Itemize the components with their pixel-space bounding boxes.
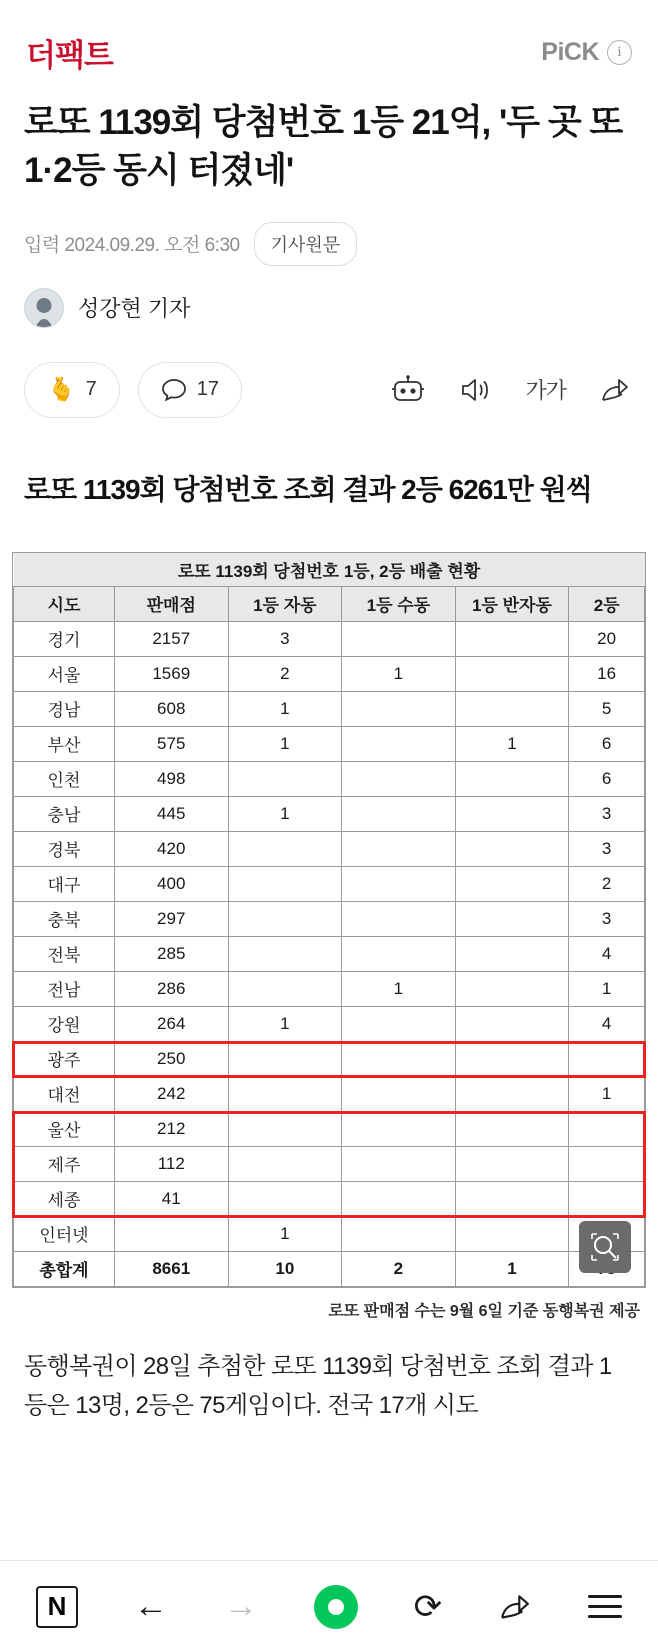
table-cell: [455, 831, 569, 866]
table-cell: 6: [569, 726, 645, 761]
table-cell: [342, 866, 456, 901]
article-tools: [391, 374, 634, 405]
table-cell: [342, 726, 456, 761]
table-cell: 400: [114, 866, 228, 901]
table-cell: 2: [342, 1251, 456, 1286]
table-cell: [455, 621, 569, 656]
refresh-button[interactable]: ⟳: [413, 1587, 443, 1626]
table-cell: [228, 936, 342, 971]
table-cell: [455, 971, 569, 1006]
table-cell: [228, 761, 342, 796]
table-row: [14, 1216, 645, 1251]
table-row: [14, 866, 645, 901]
info-icon[interactable]: i: [607, 40, 632, 65]
table-cell: [342, 936, 456, 971]
table-cell: [342, 621, 456, 656]
table-cell: 264: [114, 1006, 228, 1041]
table-cell: 5: [569, 691, 645, 726]
table-row: [14, 726, 645, 761]
table-cell: 2: [569, 866, 645, 901]
table-cell: [455, 1041, 569, 1076]
table-cell: 4: [569, 1006, 645, 1041]
table-cell: 경북: [14, 831, 115, 866]
table-cell: 1569: [114, 656, 228, 691]
table-cell: [342, 901, 456, 936]
table-cell: 1: [228, 691, 342, 726]
table-cell: 세종: [14, 1181, 115, 1216]
table-cell: 부산: [14, 726, 115, 761]
menu-button[interactable]: [588, 1595, 622, 1618]
table-row: [14, 1251, 645, 1286]
table-cell: 총합계: [14, 1251, 115, 1286]
pick-badge[interactable]: [541, 38, 632, 67]
fade-overlay: [0, 1480, 658, 1560]
table-cell: 1: [569, 1076, 645, 1111]
avatar: [24, 288, 64, 328]
table-cell: 1: [342, 656, 456, 691]
home-button[interactable]: N: [36, 1586, 78, 1628]
pick-label: PiCK: [541, 38, 599, 66]
comment-button[interactable]: [138, 362, 242, 418]
table-cell: 전남: [14, 971, 115, 1006]
table-row: [14, 936, 645, 971]
table-cell: [455, 796, 569, 831]
table-row: [14, 1006, 645, 1041]
table-header-row: [14, 586, 645, 621]
table-cell: 286: [114, 971, 228, 1006]
table-cell: [569, 1041, 645, 1076]
table-cell: [342, 831, 456, 866]
table-cell: 1: [455, 726, 569, 761]
reaction-bar: [24, 362, 634, 418]
table-cell: 경남: [14, 691, 115, 726]
record-button[interactable]: [314, 1585, 358, 1629]
table-row: [14, 831, 645, 866]
table-row: [14, 1041, 645, 1076]
table-cell: [455, 1216, 569, 1251]
table-cell: [569, 1146, 645, 1181]
table-caption: 로또 판매점 수는 9월 6일 기준 동행복권 제공: [328, 1302, 640, 1320]
table-cell: 1: [569, 971, 645, 1006]
table-row: [14, 1146, 645, 1181]
table-cell: [342, 1216, 456, 1251]
publisher-bar: [0, 0, 658, 75]
comment-icon: [161, 378, 187, 402]
table-cell: 울산: [14, 1111, 115, 1146]
table-cell: [569, 1181, 645, 1216]
table-cell: 1: [455, 1251, 569, 1286]
table-cell: 1: [228, 1216, 342, 1251]
table-cell: 41: [114, 1181, 228, 1216]
table-cell: 3: [569, 831, 645, 866]
table-cell: 대전: [14, 1076, 115, 1111]
table-cell: 인터넷: [14, 1216, 115, 1251]
table-row: [14, 691, 645, 726]
table-cell: [455, 1076, 569, 1111]
table-cell: [342, 1041, 456, 1076]
table-cell: [228, 1111, 342, 1146]
speaker-icon[interactable]: [459, 376, 491, 404]
column-header: 1등 수동: [342, 586, 456, 621]
table-cell: 250: [114, 1041, 228, 1076]
table-cell: 대구: [14, 866, 115, 901]
table-cell: [228, 1181, 342, 1216]
table-cell: 420: [114, 831, 228, 866]
back-button[interactable]: ←: [133, 1587, 168, 1625]
table-row: [14, 761, 645, 796]
table-cell: [569, 1111, 645, 1146]
font-size-icon[interactable]: 가가: [525, 378, 566, 404]
table-cell: 제주: [14, 1146, 115, 1181]
table-cell: [114, 1216, 228, 1251]
table-cell: 112: [114, 1146, 228, 1181]
table-cell: 충남: [14, 796, 115, 831]
article-meta: [24, 222, 634, 266]
table-cell: 2: [228, 656, 342, 691]
table-cell: 608: [114, 691, 228, 726]
table-cell: [228, 1041, 342, 1076]
table-cell: [228, 971, 342, 1006]
publish-date: 입력 2024.09.29. 오전 6:30: [24, 235, 240, 257]
table-cell: [455, 656, 569, 691]
browser-bottom-bar: [0, 1560, 658, 1652]
comment-count: 17: [196, 378, 220, 401]
table-cell: [342, 691, 456, 726]
table-cell: 16: [569, 656, 645, 691]
table-cell: [342, 1076, 456, 1111]
table-cell: [342, 761, 456, 796]
column-header: 시도: [14, 586, 115, 621]
author-name: 성강현 기자: [78, 296, 191, 322]
forward-button[interactable]: →: [223, 1587, 258, 1625]
table-cell: 6: [569, 761, 645, 796]
column-header: 1등 반자동: [455, 586, 569, 621]
share-button[interactable]: [498, 1592, 532, 1622]
table-cell: 광주: [14, 1041, 115, 1076]
table-cell: 10: [228, 1251, 342, 1286]
table-row: [14, 656, 645, 691]
table-cell: 297: [114, 901, 228, 936]
table-cell: 3: [569, 796, 645, 831]
zoom-in-icon[interactable]: [579, 1221, 631, 1273]
like-button[interactable]: [24, 362, 120, 418]
table-title: 로또 1139회 당첨번호 1등, 2등 배출 현황: [14, 553, 645, 586]
page-title: 로또 1139회 당첨번호 1등 21억, '두 곳 또 1·2등 동시 터졌네': [24, 103, 623, 191]
table-row: [14, 901, 645, 936]
table-cell: 20: [569, 621, 645, 656]
table-cell: [455, 901, 569, 936]
table-cell: 1: [228, 796, 342, 831]
table-cell: [228, 831, 342, 866]
table-cell: [455, 691, 569, 726]
table-cell: 1: [228, 726, 342, 761]
table-title-row: [14, 553, 645, 586]
table-cell: 충북: [14, 901, 115, 936]
table-cell: 445: [114, 796, 228, 831]
table-cell: 4: [569, 936, 645, 971]
table-cell: 212: [114, 1111, 228, 1146]
table-cell: [455, 936, 569, 971]
table-cell: [455, 1146, 569, 1181]
table-cell: 1: [228, 1006, 342, 1041]
column-header: 2등: [569, 586, 645, 621]
table-cell: 285: [114, 936, 228, 971]
table-cell: [342, 1006, 456, 1041]
table-cell: 1: [342, 971, 456, 1006]
original-article-button[interactable]: 기사원문: [254, 222, 358, 266]
table-cell: 498: [114, 761, 228, 796]
lotto-table-image[interactable]: [12, 552, 646, 1288]
share-icon[interactable]: [600, 376, 630, 404]
table-cell: 8661: [114, 1251, 228, 1286]
table-row: [14, 1076, 645, 1111]
table-cell: [455, 761, 569, 796]
column-header: 1등 자동: [228, 586, 342, 621]
hand-emoji-icon: 🫰: [47, 376, 76, 403]
table-cell: [342, 1111, 456, 1146]
robot-icon[interactable]: [391, 375, 425, 405]
table-cell: 서울: [14, 656, 115, 691]
table-cell: [455, 1006, 569, 1041]
table-cell: 강원: [14, 1006, 115, 1041]
table-cell: 2157: [114, 621, 228, 656]
table-cell: [228, 866, 342, 901]
table-row: [14, 621, 645, 656]
table-cell: [455, 1111, 569, 1146]
table-cell: 경기: [14, 621, 115, 656]
like-count: 7: [85, 378, 97, 401]
table-cell: [455, 1181, 569, 1216]
table-cell: [342, 796, 456, 831]
table-cell: 575: [114, 726, 228, 761]
article-subheading: 로또 1139회 당첨번호 조회 결과 2등 6261만 원씩: [24, 473, 592, 505]
publisher-logo[interactable]: 더팩트: [26, 38, 113, 73]
table-cell: 3: [569, 901, 645, 936]
article-body: 동행복권이 28일 추첨한 로또 1139회 당첨번호 조회 결과 1등은 13명, 2등은 75게임이다. 전국 17개 시도: [24, 1352, 612, 1420]
table-row: [14, 1111, 645, 1146]
table-cell: [342, 1181, 456, 1216]
table-row: [14, 796, 645, 831]
table-cell: [455, 866, 569, 901]
table-cell: 242: [114, 1076, 228, 1111]
table-cell: [228, 901, 342, 936]
table-cell: 3: [228, 621, 342, 656]
table-cell: [342, 1146, 456, 1181]
table-cell: 전북: [14, 936, 115, 971]
table-cell: [228, 1076, 342, 1111]
author-row[interactable]: [24, 288, 634, 328]
lotto-table: [13, 553, 645, 1287]
table-row: [14, 1181, 645, 1216]
table-cell: 인천: [14, 761, 115, 796]
table-row: [14, 971, 645, 1006]
column-header: 판매점: [114, 586, 228, 621]
table-cell: [228, 1146, 342, 1181]
